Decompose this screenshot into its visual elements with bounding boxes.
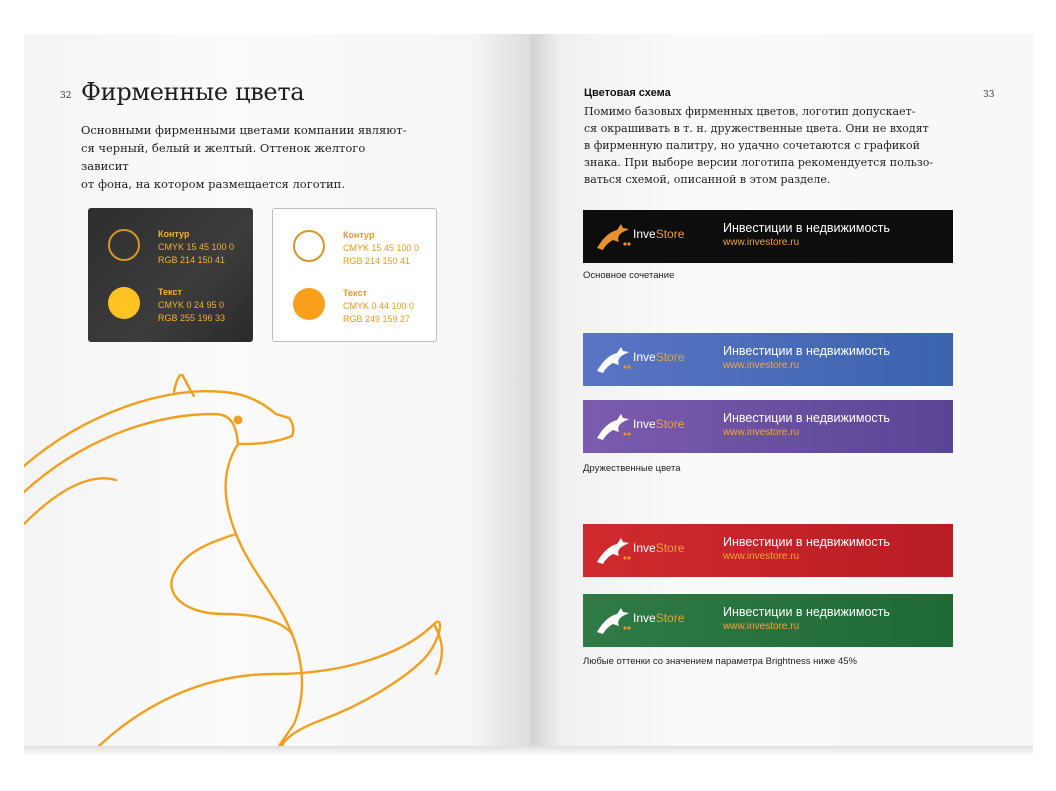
contour-label: Контур (158, 229, 190, 239)
brand-inve: Inve (633, 611, 656, 625)
intro-line: ся черный, белый и желтый. Оттенок желтого зависит (81, 141, 366, 173)
rgb-value: RGB 214 150 41 (158, 255, 226, 265)
gazelle-logo-icon (595, 343, 631, 375)
rgb-value: RGB 214 150 41 (343, 256, 411, 266)
brand-store: Store (655, 541, 685, 555)
gazelle-eye (234, 416, 243, 425)
banner-tagline: Инвестиции в недвижимость (723, 605, 890, 619)
text-spec (158, 286, 225, 325)
section-line: в фирменную палитру, но удачно сочетаются с графикой (584, 139, 920, 152)
left-page (24, 34, 531, 746)
cmyk-value: CMYK 0 24 95 0 (158, 300, 225, 310)
logo-banner-purple (583, 400, 953, 453)
swatch-card-dark (88, 208, 253, 342)
section-line: Помимо базовых фирменных цветов, логотип допускает- (584, 105, 916, 118)
brand-name (633, 350, 684, 364)
banner-tagline: Инвестиции в недвижимость (723, 411, 890, 425)
left-page-number: 32 (60, 91, 72, 101)
banner-url: www.investore.ru (723, 427, 800, 438)
section-line: ваться схемой, описанной в этом разделе. (584, 173, 831, 186)
banner-url: www.investore.ru (723, 621, 800, 632)
brand-inve: Inve (633, 227, 656, 241)
brand-name (633, 611, 684, 625)
section-line: знака. При выборе версии логотипа рекомендуется пользо- (584, 156, 934, 169)
cmyk-value: CMYK 0 44 100 0 (343, 301, 415, 311)
gazelle-logo-icon (595, 604, 631, 636)
text-label: Текст (343, 288, 367, 298)
cmyk-value: CMYK 15 45 100 0 (158, 242, 235, 252)
intro-line: Основными фирменными цветами компании являют- (81, 123, 407, 137)
caption-friendly: Дружественные цвета (583, 463, 681, 474)
banner-tagline: Инвестиции в недвижимость (723, 221, 890, 235)
text-swatch (108, 287, 140, 319)
brand-inve: Inve (633, 417, 656, 431)
intro-text (81, 121, 411, 193)
contour-spec (158, 228, 234, 267)
gazelle-outline-icon (24, 374, 531, 746)
brand-store: Store (655, 611, 685, 625)
text-label: Текст (158, 287, 182, 297)
banner-tagline: Инвестиции в недвижимость (723, 535, 890, 549)
logo-banner-red (583, 524, 953, 577)
section-line: ся окрашивать в т. н. дружественные цвета. Они не входят (584, 122, 929, 135)
gazelle-logo-icon (595, 534, 631, 566)
section-title: Цветовая схема (584, 87, 671, 99)
cmyk-value: CMYK 15 45 100 0 (343, 243, 420, 253)
gazelle-logo-icon (595, 220, 631, 252)
contour-swatch (293, 230, 325, 262)
brand-inve: Inve (633, 350, 656, 364)
brand-name (633, 417, 684, 431)
page-title: Фирменные цвета (81, 78, 305, 106)
caption-main: Основное сочетание (583, 270, 675, 281)
brand-name (633, 227, 684, 241)
section-text (584, 103, 944, 188)
brand-store: Store (655, 417, 685, 431)
text-spec (343, 287, 414, 326)
right-page (531, 34, 1033, 746)
brand-store: Store (655, 350, 685, 364)
page-shadow (24, 746, 1033, 756)
right-page-number: 33 (983, 90, 995, 100)
brand-name (633, 541, 684, 555)
gazelle-logo-icon (595, 410, 631, 442)
contour-spec (343, 229, 419, 268)
banner-url: www.investore.ru (723, 551, 800, 562)
intro-line: от фона, на котором размещается логотип. (81, 177, 345, 191)
contour-swatch (108, 229, 140, 261)
contour-label: Контур (343, 230, 375, 240)
banner-url: www.investore.ru (723, 237, 800, 248)
swatch-card-light (272, 208, 437, 342)
caption-any: Любые оттенки со значением параметра Brightness ниже 45% (583, 656, 857, 667)
brand-inve: Inve (633, 541, 656, 555)
brand-store: Store (655, 227, 685, 241)
rgb-value: RGB 255 196 33 (158, 313, 226, 323)
logo-banner-green (583, 594, 953, 647)
text-swatch (293, 288, 325, 320)
logo-banner-black (583, 210, 953, 263)
banner-url: www.investore.ru (723, 360, 800, 371)
banner-tagline: Инвестиции в недвижимость (723, 344, 890, 358)
logo-banner-blue (583, 333, 953, 386)
rgb-value: RGB 249 159 27 (343, 314, 411, 324)
